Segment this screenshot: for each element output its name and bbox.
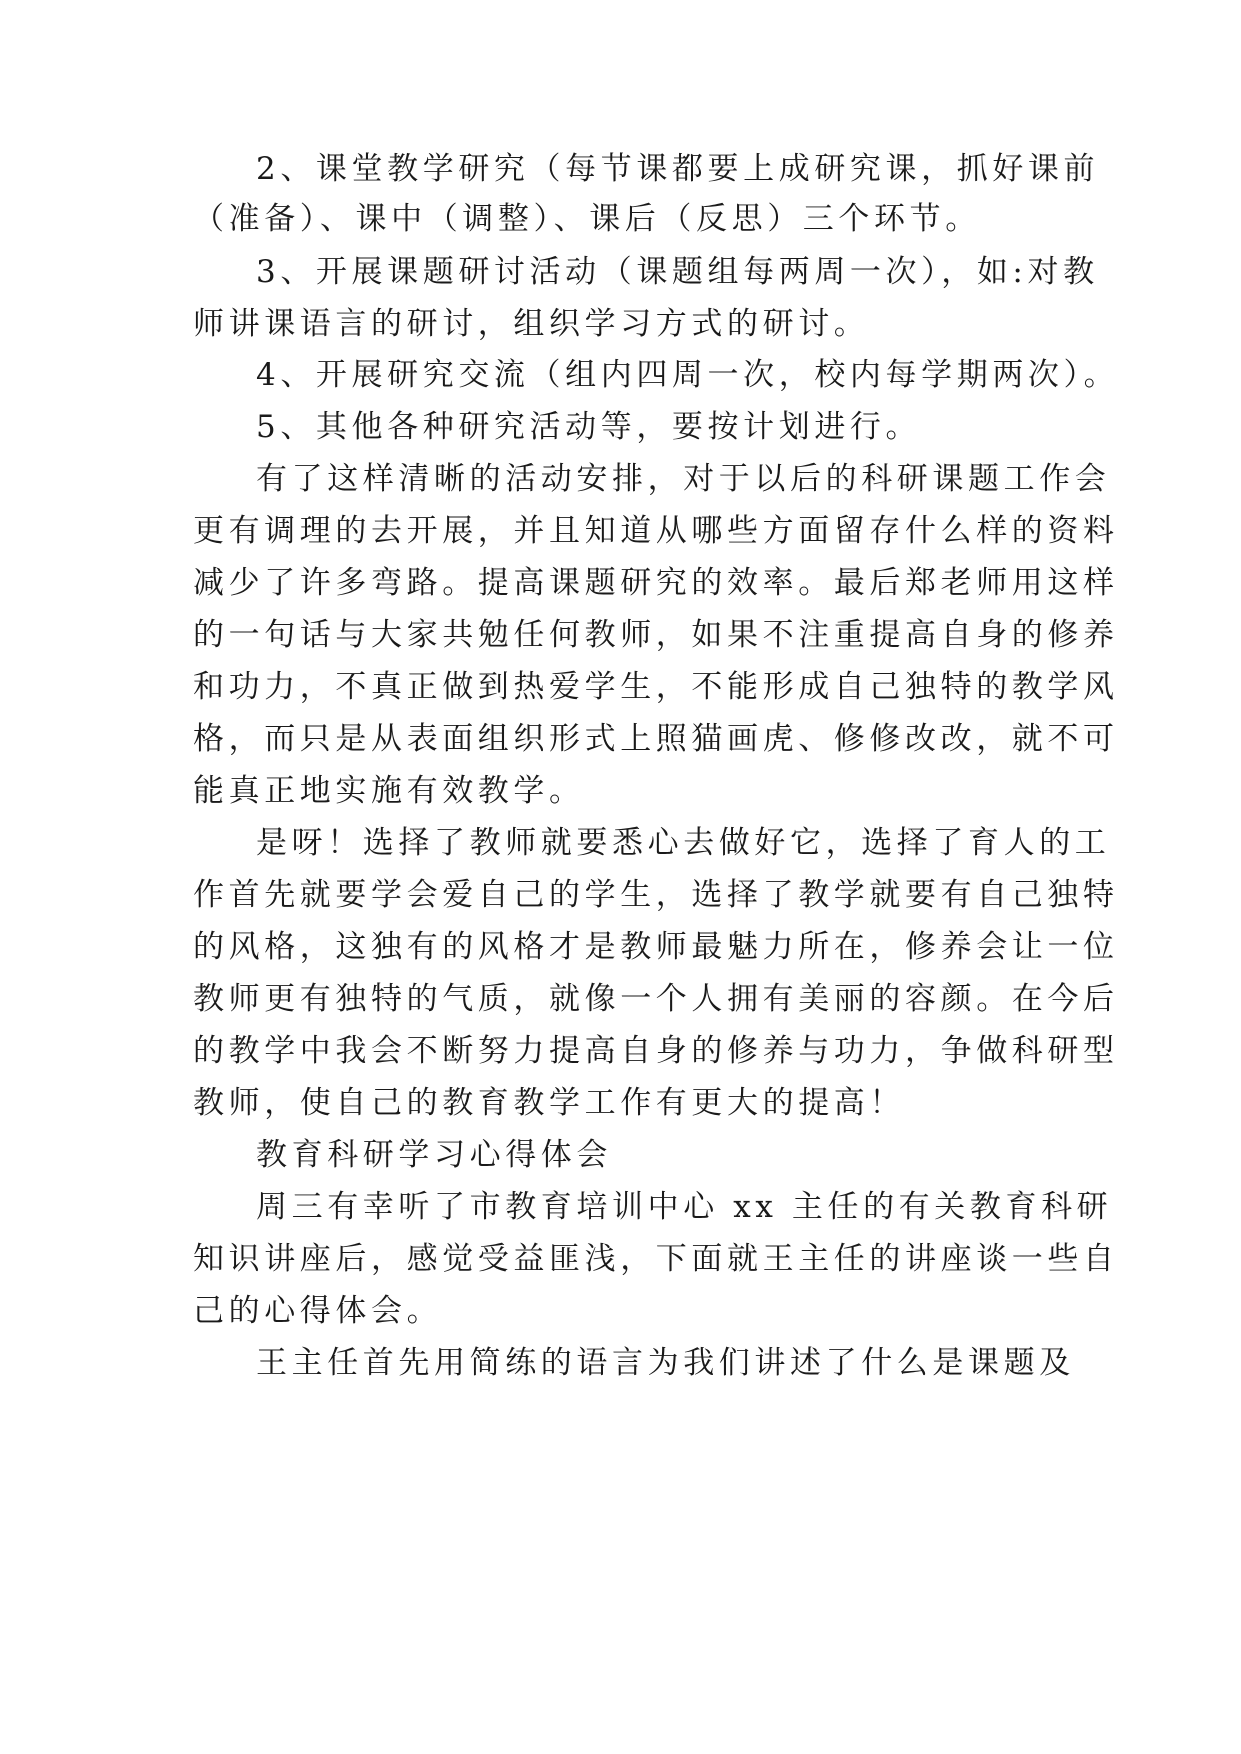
text-line: 己的心得体会。 [193,1293,443,1329]
text-line: 有了这样清晰的活动安排，对于以后的科研课题工作会 [256,461,1111,497]
text-line: 3、开展课题研讨活动（课题组每两周一次），如:对教 [256,254,1099,290]
text-line: 师讲课语言的研讨，组织学习方式的研讨。 [193,306,870,342]
text-line: 能真正地实施有效教学。 [193,773,585,809]
section-heading: 教育科研学习心得体会 [256,1137,612,1173]
text-line: （准备）、课中（调整）、课后（反思）三个环节。 [193,201,981,237]
text-line: 是呀！选择了教师就要悉心去做好它，选择了育人的工 [256,825,1111,861]
text-line: 的风格，这独有的风格才是教师最魅力所在，修养会让一位 [193,929,1119,965]
text-line: 2、课堂教学研究（每节课都要上成研究课，抓好课前 [256,151,1100,187]
text-line: 减少了许多弯路。提高课题研究的效率。最后郑老师用这样 [193,565,1119,601]
text-line: 4、开展研究交流（组内四周一次，校内每学期两次）。 [256,357,1120,393]
text-line: 知识讲座后，感觉受益匪浅，下面就王主任的讲座谈一些自 [193,1241,1119,1277]
text-line: 教师更有独特的气质，就像一个人拥有美丽的容颜。在今后 [193,981,1119,1017]
text-line: 的一句话与大家共勉任何教师，如果不注重提高自身的修养 [193,617,1119,653]
text-line: 王主任首先用简练的语言为我们讲述了什么是课题及 [256,1345,1075,1381]
text-line: 教师，使自己的教育教学工作有更大的提高！ [193,1085,905,1121]
text-line: 周三有幸听了市教育培训中心 xx 主任的有关教育科研 [256,1189,1113,1225]
text-line: 格，而只是从表面组织形式上照猫画虎、修修改改，就不可 [193,721,1119,757]
text-line: 更有调理的去开展，并且知道从哪些方面留存什么样的资料 [193,513,1119,549]
text-line: 的教学中我会不断努力提高自身的修养与功力，争做科研型 [193,1033,1119,1069]
text-line: 和功力，不真正做到热爱学生，不能形成自己独特的教学风 [193,669,1119,705]
text-line: 作首先就要学会爱自己的学生，选择了教学就要有自己独特 [193,877,1119,913]
text-line: 5、其他各种研究活动等，要按计划进行。 [256,409,922,445]
